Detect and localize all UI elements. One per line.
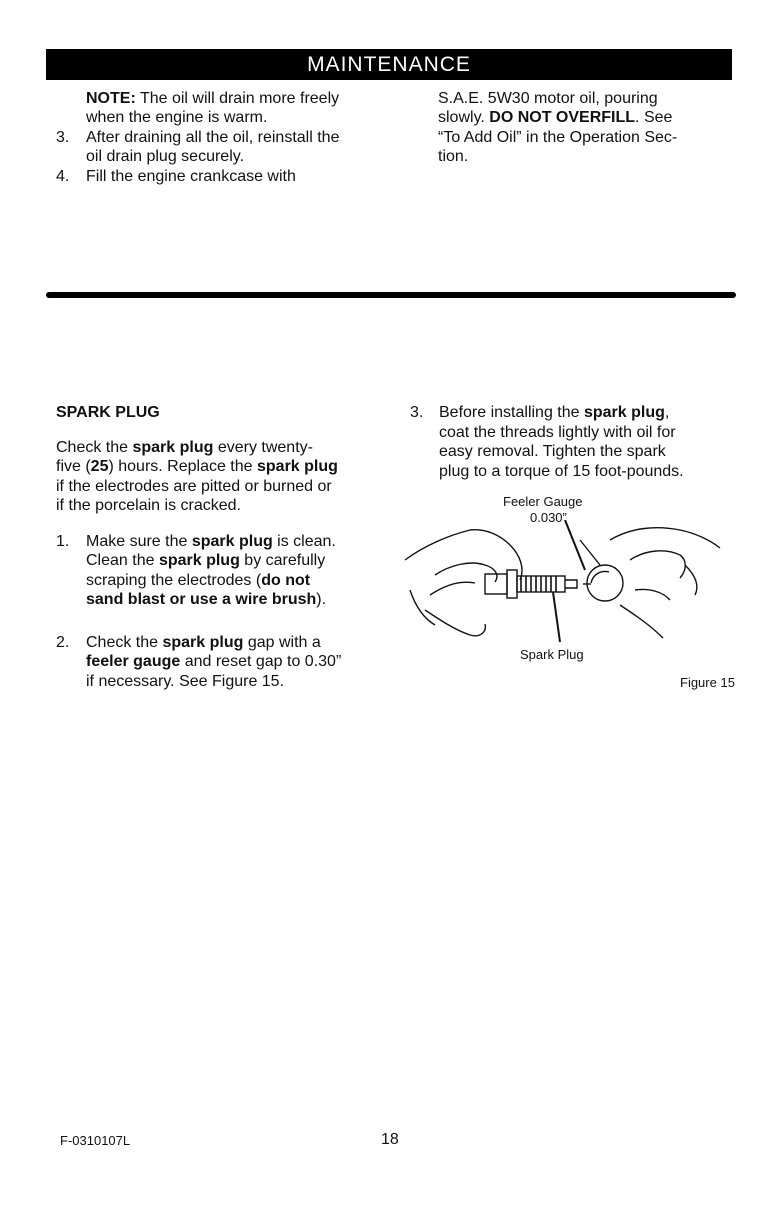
step-2-line-2 bbox=[86, 652, 341, 671]
step-1-line-3 bbox=[86, 571, 310, 590]
intro-l1a: Check the bbox=[56, 439, 133, 456]
spark-plug-left-column bbox=[56, 403, 396, 703]
spark-plug-illustration bbox=[395, 520, 735, 650]
right-line-2 bbox=[438, 108, 672, 127]
feeler-gauge-drawing bbox=[580, 540, 623, 601]
right-hand-finger-2 bbox=[635, 589, 670, 600]
intro-line-1 bbox=[56, 438, 313, 457]
spark-plug-right-column bbox=[410, 295, 740, 421]
s1-l4b: ). bbox=[316, 591, 327, 608]
intro-l1b: spark plug bbox=[132, 439, 214, 456]
intro-l2a: five ( bbox=[56, 458, 91, 475]
do-not-overfill-warning: DO NOT OVERFILL bbox=[489, 109, 636, 126]
intro-line-4: if the porcelain is cracked. bbox=[56, 497, 241, 514]
right-line-3: “To Add Oil” in the Operation Sec- bbox=[438, 129, 678, 146]
s1-l2c: by carefully bbox=[239, 552, 326, 569]
right-hand-lower bbox=[620, 605, 663, 638]
step-2-line-1 bbox=[86, 633, 321, 652]
note-line-2: when the engine is warm. bbox=[86, 109, 268, 126]
intro-l1c: every twenty- bbox=[213, 439, 313, 456]
feeler-gauge-value: 0.030” bbox=[530, 510, 567, 525]
s2-l1b: spark plug bbox=[162, 634, 244, 651]
right-line-1: S.A.E. 5W30 motor oil, pouring bbox=[438, 90, 658, 107]
right-line-2c: . See bbox=[635, 109, 673, 126]
step-1-number: 1. bbox=[56, 533, 70, 550]
step-1-line-2 bbox=[86, 551, 325, 570]
s2-l1a: Check the bbox=[86, 634, 163, 651]
plug-leader-line bbox=[553, 592, 560, 642]
step-4-number: 4. bbox=[56, 168, 70, 185]
step-3-line-2: oil drain plug securely. bbox=[86, 148, 245, 165]
intro-line-3: if the electrodes are pitted or burned or bbox=[56, 478, 332, 495]
s1-l2a: Clean the bbox=[86, 552, 159, 569]
sp-step-3-line-1 bbox=[439, 403, 669, 422]
section-header: MAINTENANCE bbox=[46, 49, 732, 80]
page-number: 18 bbox=[381, 1131, 399, 1148]
sp-step-3-line-4: plug to a torque of 15 foot-pounds. bbox=[439, 463, 684, 480]
spark-plug-title: SPARK PLUG bbox=[56, 404, 160, 421]
s3-l1c: , bbox=[664, 404, 670, 421]
s1-l1a: Make sure the bbox=[86, 533, 192, 550]
sp-step-3-line-2: coat the threads lightly with oil for bbox=[439, 424, 676, 441]
left-hand-finger-1 bbox=[435, 563, 497, 582]
step-1-line-1 bbox=[86, 532, 336, 551]
s2-l1c: gap with a bbox=[243, 634, 321, 651]
intro-line-2 bbox=[56, 457, 338, 476]
left-hand-thumb bbox=[425, 610, 485, 636]
sp-step-3-line-3: easy removal. Tighten the spark bbox=[439, 443, 666, 460]
spark-plug-body bbox=[485, 570, 577, 598]
left-hand-lower bbox=[410, 590, 435, 625]
note-label: NOTE: bbox=[86, 90, 136, 107]
s1-l3: scraping the electrodes ( bbox=[86, 572, 262, 589]
s3-l1b: spark plug bbox=[583, 404, 665, 421]
s1-l2b: spark plug bbox=[158, 552, 240, 569]
step-3-number: 3. bbox=[56, 129, 70, 146]
s2-l2a: feeler gauge bbox=[86, 653, 181, 670]
step-3-line-1: After draining all the oil, reinstall the bbox=[86, 129, 340, 146]
s1-l1b: spark plug bbox=[191, 533, 273, 550]
left-hand-outline bbox=[405, 530, 522, 580]
note-line-1 bbox=[86, 89, 339, 108]
right-hand-outline bbox=[610, 528, 720, 548]
s1-l1c: is clean. bbox=[272, 533, 336, 550]
step-3-number-sp: 3. bbox=[410, 404, 424, 421]
step-4-line-1: Fill the engine crankcase with bbox=[86, 168, 296, 185]
intro-l2d: spark plug bbox=[257, 458, 338, 475]
s3-l1a: Before installing the bbox=[439, 404, 584, 421]
intro-l2b: 25 bbox=[90, 458, 109, 475]
left-hand-finger-2 bbox=[430, 582, 475, 595]
s1-l4a: sand blast or use a wire brush bbox=[86, 591, 317, 608]
s1-l3b: do not bbox=[261, 572, 311, 589]
right-hand-finger-1 bbox=[630, 551, 685, 578]
figure-caption: Figure 15 bbox=[680, 675, 735, 690]
feeler-gauge-label: Feeler Gauge bbox=[503, 494, 583, 509]
right-line-4: tion. bbox=[438, 148, 469, 165]
right-line-2a: slowly. bbox=[438, 109, 490, 126]
note-text: The oil will drain more freely bbox=[135, 90, 340, 107]
top-left-column bbox=[56, 89, 396, 199]
spark-plug-label: Spark Plug bbox=[520, 647, 584, 662]
gauge-leader-line bbox=[565, 520, 585, 570]
top-right-column bbox=[438, 89, 738, 179]
s2-l2b: and reset gap to 0.30” bbox=[180, 653, 342, 670]
step-1-line-4 bbox=[86, 590, 326, 609]
document-id: F-0310107L bbox=[60, 1133, 131, 1148]
step-2-number: 2. bbox=[56, 634, 70, 651]
step-2-line-3: if necessary. See Figure 15. bbox=[86, 673, 285, 690]
intro-l2c: ) hours. Replace the bbox=[108, 458, 257, 475]
right-hand-side bbox=[685, 565, 697, 595]
spark-plug-right-column-cont bbox=[439, 423, 739, 483]
